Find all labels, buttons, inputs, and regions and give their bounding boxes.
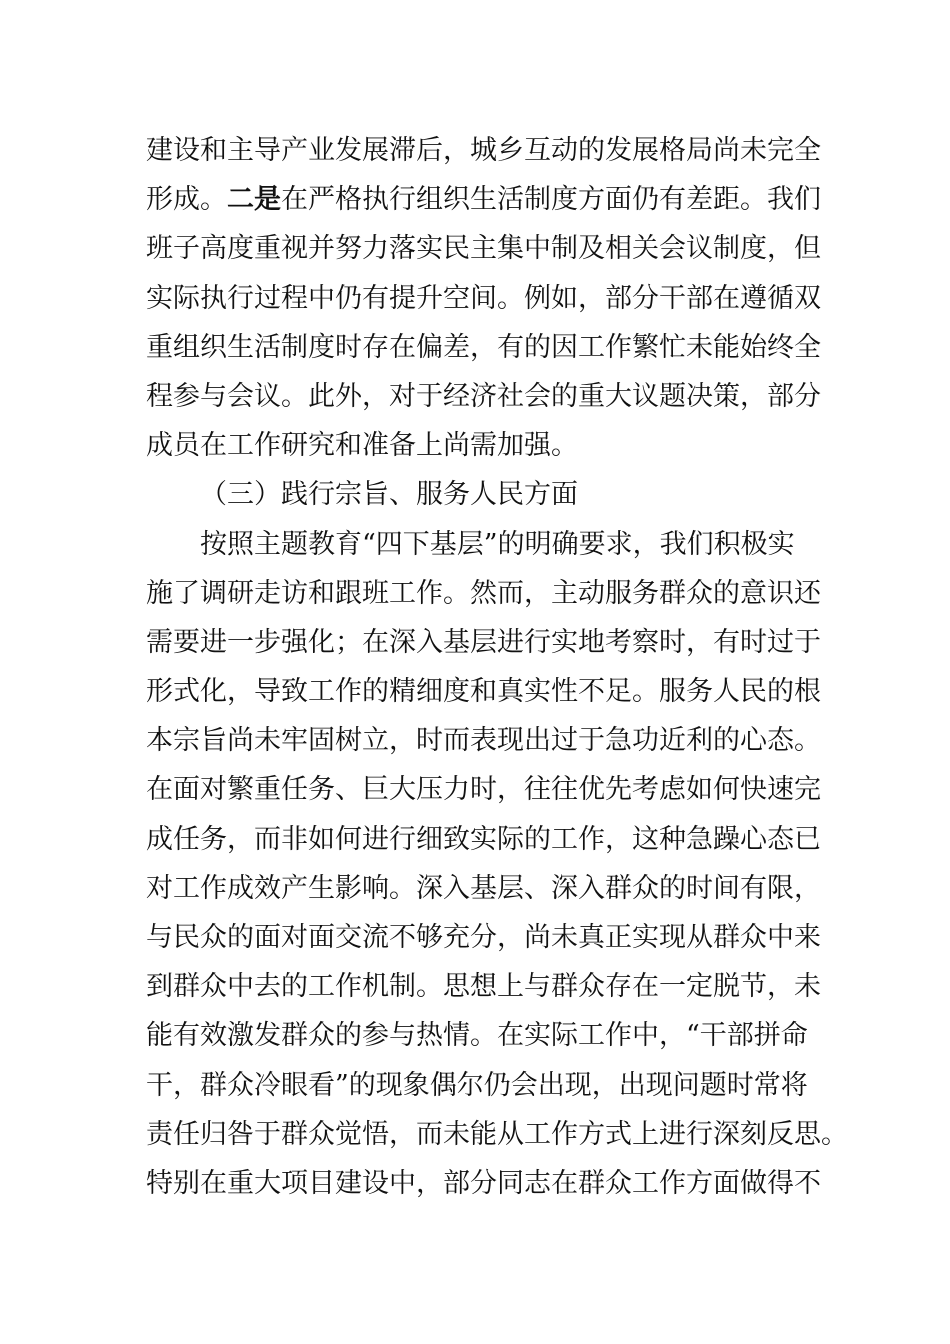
text-line: 班子高度重视并努力落实民主集中制及相关会议制度，但 <box>146 233 821 265</box>
text-line: 重组织生活制度时存在偏差，有的因工作繁忙未能始终全 <box>146 331 821 363</box>
text-line: 需要进一步强化；在深入基层进行实地考察时，有时过于 <box>146 626 821 658</box>
text-line: 按照主题教育“四下基层”的明确要求，我们积极实 <box>200 528 795 560</box>
text-line: 责任归咎于群众觉悟，而未能从工作方式上进行深刻反思。 <box>146 1118 848 1150</box>
text-line: 成员在工作研究和准备上尚需加强。 <box>146 430 578 462</box>
text-line: 到群众中去的工作机制。思想上与群众存在一定脱节，未 <box>146 971 821 1003</box>
text-line <box>146 175 821 224</box>
text-segment: 在严格执行组织生活制度方面仍有差距。我们 <box>281 184 821 216</box>
text-line: 实际执行过程中仍有提升空间。例如，部分干部在遵循双 <box>146 282 821 314</box>
bold-marker: 二是 <box>227 184 281 216</box>
section-heading: （三）践行宗旨、服务人民方面 <box>200 479 578 511</box>
text-line: 形式化，导致工作的精细度和真实性不足。服务人民的根 <box>146 676 821 708</box>
text-line: 建设和主导产业发展滞后，城乡互动的发展格局尚未完全 <box>146 135 821 166</box>
text-segment: 形成。 <box>146 184 227 216</box>
text-line: 成任务，而非如何进行细致实际的工作，这种急躁心态已 <box>146 823 821 855</box>
text-line: 与民众的面对面交流不够充分，尚未真正实现从群众中来 <box>146 922 821 953</box>
text-line: 施了调研走访和跟班工作。然而，主动服务群众的意识还 <box>146 577 821 609</box>
text-line: 在面对繁重任务、巨大压力时，往往优先考虑如何快速完 <box>146 774 821 806</box>
text-line: 能有效激发群众的参与热情。在实际工作中，“干部拼命 <box>146 1020 808 1052</box>
text-line: 特别在重大项目建设中，部分同志在群众工作方面做得不 <box>146 1167 821 1199</box>
text-line: 程参与会议。此外，对于经济社会的重大议题决策，部分 <box>146 380 821 412</box>
text-line: 对工作成效产生影响。深入基层、深入群众的时间有限， <box>146 872 821 904</box>
document-body <box>146 126 848 1208</box>
text-line: 干，群众冷眼看”的现象偶尔仍会出现，出现问题时常将 <box>146 1069 808 1101</box>
text-line: 本宗旨尚未牢固树立，时而表现出过于急功近利的心态。 <box>146 725 821 757</box>
